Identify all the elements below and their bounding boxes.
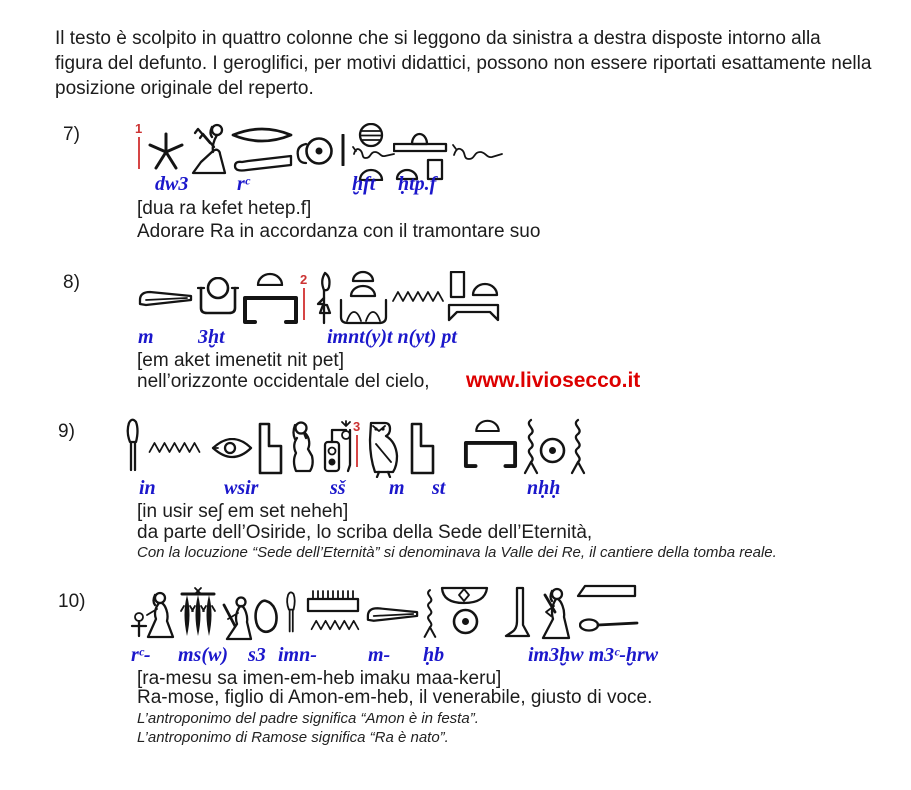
star-icon — [147, 131, 185, 171]
oar-khrw-icon — [579, 618, 639, 632]
reed-leaf-icon — [283, 591, 301, 633]
sickle-m-icon — [137, 290, 194, 307]
transliteration: imn- — [278, 644, 317, 666]
section-9 — [0, 412, 911, 572]
column-marker-2-icon: 2 — [299, 273, 307, 320]
viper-icon — [450, 142, 504, 162]
section-7 — [0, 118, 911, 248]
stroke-icon — [339, 134, 347, 166]
owl-m-icon — [362, 420, 406, 478]
transliteration: rᶜ- — [131, 644, 151, 666]
transliteration: 3ḫt — [198, 326, 225, 348]
transliteration: in — [139, 477, 156, 499]
festival-bowl-icon — [440, 586, 489, 605]
kneeling-man-icon — [217, 595, 255, 643]
section-number: 9) — [58, 421, 75, 442]
wick-h-icon — [422, 586, 437, 641]
phonetic-reading: [ra-mesu sa imen-em-heb imaku maa-keru] — [137, 668, 502, 689]
translation: Ra-mose, figlio di Amon-em-heb, il venerabile, giusto di voce. — [137, 687, 653, 708]
transliteration: imnt(y)t n(yt) pt — [327, 326, 457, 348]
seated-god-icon — [287, 420, 320, 475]
ra-seated-icon — [129, 591, 177, 643]
water-n-icon — [146, 440, 202, 456]
throne-icon — [407, 420, 437, 475]
section-number: 10) — [58, 591, 86, 612]
transliteration: ḥb — [423, 644, 445, 666]
footnote: L’antroponimo di Ramose significa “Ra è nato”. — [137, 729, 449, 746]
maa-platform-icon — [576, 584, 637, 599]
leg-b-icon — [504, 586, 531, 640]
sun-disc-icon — [452, 608, 479, 635]
egg-sa-icon — [252, 599, 280, 634]
translation: nell’orizzonte occidentale del cielo, — [137, 371, 430, 392]
transliteration: ms(w) — [178, 644, 228, 666]
section-number: 7) — [63, 124, 80, 145]
loaf-t-icon — [256, 271, 284, 286]
eye-icon — [211, 438, 253, 459]
men-board-icon — [306, 586, 361, 615]
footnote: Con la locuzione “Sede dell’Eternità” si denominava la Valle dei Re, il cantiere della tomba reale. — [137, 544, 777, 561]
transliteration: im3ḫw m3ᶜ-ḫrw — [528, 644, 659, 666]
ms-skins-icon — [179, 586, 217, 643]
adoring-man-icon — [186, 122, 232, 178]
website-watermark: www.liviosecco.it — [466, 369, 641, 392]
pet-sky-group-icon — [447, 271, 500, 324]
kneeling-noble-icon — [532, 586, 575, 643]
throne-icon — [255, 420, 285, 475]
transliteration: m- — [368, 644, 391, 666]
transliteration: m — [138, 326, 154, 348]
loaf-t-icon — [471, 418, 504, 432]
section-8 — [0, 262, 911, 397]
wick-h-icon — [569, 418, 586, 475]
phonetic-reading: [in usir seʃ em set neheh] — [137, 501, 349, 522]
reed-leaf-icon — [124, 418, 144, 472]
column-marker-3-icon: 3 — [352, 420, 360, 467]
transliteration: dw3 — [155, 173, 189, 195]
sickle-m-icon — [365, 606, 420, 623]
transliteration: rᶜ — [237, 173, 250, 195]
transliteration: st — [432, 477, 446, 499]
transliteration: ḥtp.f — [398, 173, 437, 195]
scribe-kit-icon — [322, 420, 356, 475]
transliteration: ḫft — [352, 173, 376, 195]
phonetic-reading: [em aket imenetit nit pet] — [137, 350, 344, 371]
section-number: 8) — [63, 272, 80, 293]
footnote: L’antroponimo del padre significa “Amon è in festa”. — [137, 710, 479, 727]
wick-h-icon — [522, 418, 539, 475]
phonetic-reading: [dua ra kefet hetep.f] — [137, 198, 312, 219]
west-standard-icon — [315, 271, 335, 325]
water-n-icon — [308, 618, 361, 633]
transliteration: nḥḥ — [527, 477, 561, 499]
translation: da parte dell’Osiride, lo scriba della Sede dell’Eternità, — [137, 522, 593, 543]
transliteration: s3 — [248, 644, 266, 666]
imnt-bowl-icon — [338, 269, 389, 326]
translation: Adorare Ra in accordanza con il tramontare suo — [137, 221, 541, 242]
water-n-icon — [391, 289, 444, 305]
cord-coil-icon — [294, 134, 336, 168]
section-10 — [0, 582, 911, 762]
column-marker-1-icon: 1 — [134, 122, 142, 169]
enclosure-icon — [463, 440, 518, 468]
intro-paragraph: Il testo è scolpito in quattro colonne che si leggono da sinistra a destra disposte intorno alla figura del defunto. I geroglifici, per motivi didattici, possono non essere riportati esattamente nella posizione originale del reperto. — [55, 28, 872, 99]
sun-disc-icon — [539, 437, 566, 464]
transliteration: sš — [330, 477, 346, 499]
enclosure-icon — [242, 295, 299, 324]
transliteration: wsir — [224, 477, 259, 499]
transliteration: m — [389, 477, 405, 499]
akhet-sun-icon — [197, 277, 239, 316]
mouth-over-arm-icon — [230, 126, 294, 176]
